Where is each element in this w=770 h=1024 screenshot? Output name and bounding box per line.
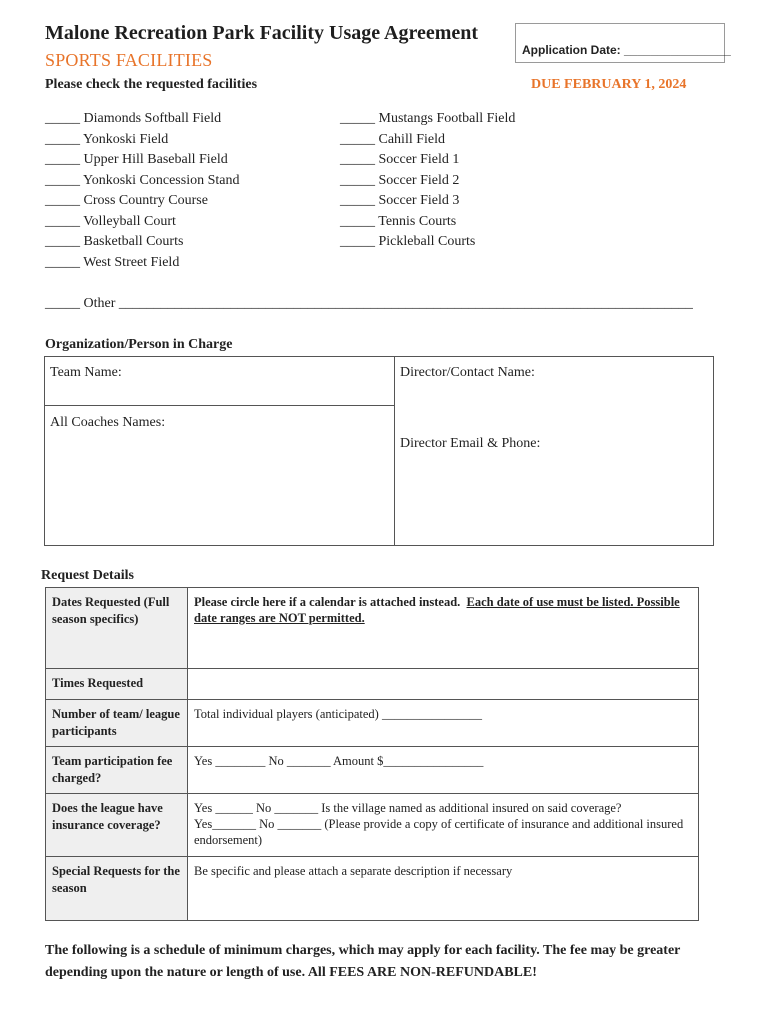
insurance-field[interactable]: [188, 794, 699, 857]
participants-field[interactable]: Total individual players (anticipated) ________________: [188, 700, 699, 747]
special-requests-field[interactable]: Be specific and please attach a separate description if necessary: [188, 857, 699, 921]
table-row: [46, 588, 699, 669]
table-row: [46, 857, 699, 921]
facility-item[interactable]: _____ Yonkoski Concession Stand: [45, 172, 240, 188]
facility-item[interactable]: _____ Basketball Courts: [45, 234, 184, 249]
table-row: [46, 747, 699, 794]
row-label: Team participation fee charged?: [46, 747, 188, 794]
facility-item[interactable]: _____ Pickleball Courts: [340, 234, 476, 249]
facility-item[interactable]: _____ Cahill Field: [340, 131, 445, 147]
director-email-phone-field[interactable]: Director Email & Phone:: [400, 436, 541, 451]
row-label: Number of team/ league participants: [46, 700, 188, 747]
facility-item[interactable]: _____ Mustangs Football Field: [340, 111, 516, 126]
facility-item[interactable]: _____ West Street Field: [45, 254, 180, 270]
other-facility-line[interactable]: _____ Other __________________________________________________________________________________: [45, 296, 693, 311]
page-subtitle: SPORTS FACILITIES: [45, 50, 213, 70]
facility-item[interactable]: _____ Upper Hill Baseball Field: [45, 152, 228, 167]
request-details-heading: Request Details: [41, 568, 134, 583]
request-details-table: [45, 587, 699, 921]
facility-item[interactable]: _____ Soccer Field 3: [340, 193, 460, 208]
date-list-warning: Each date of use must be listed. Possible date ranges are NOT permitted.: [194, 595, 680, 625]
facilities-heading: Please check the requested facilities: [45, 77, 258, 92]
facility-item[interactable]: _____ Volleyball Court: [45, 213, 176, 229]
facility-item[interactable]: _____ Yonkoski Field: [45, 131, 169, 147]
table-row: [46, 669, 699, 700]
organization-divider: [44, 405, 394, 406]
calendar-note: Please circle here if a calendar is attached instead.: [194, 595, 461, 609]
dates-requested-field[interactable]: [188, 588, 699, 669]
facility-item[interactable]: _____ Cross Country Course: [45, 193, 208, 208]
times-requested-field[interactable]: [188, 669, 699, 700]
row-label: Times Requested: [46, 669, 188, 700]
facility-item[interactable]: _____ Soccer Field 1: [340, 152, 460, 167]
organization-heading: Organization/Person in Charge: [45, 337, 233, 352]
insurance-line: Yes_______ No _______ (Please provide a copy of certificate of insurance and additional insured endorsement): [194, 817, 684, 847]
organization-box: [44, 356, 714, 546]
organization-divider: [394, 356, 395, 546]
facility-item[interactable]: _____ Diamonds Softball Field: [45, 111, 222, 126]
row-label: Dates Requested (Full season specifics): [46, 588, 188, 669]
row-label: Does the league have insurance coverage?: [46, 794, 188, 857]
table-row: [46, 700, 699, 747]
due-date: DUE FEBRUARY 1, 2024: [531, 77, 687, 92]
row-label: Special Requests for the season: [46, 857, 188, 921]
facilities-right-list: [340, 109, 515, 253]
facility-item[interactable]: _____ Tennis Courts: [340, 213, 457, 229]
participation-fee-field[interactable]: Yes ________ No _______ Amount $________________: [188, 747, 699, 794]
team-name-field[interactable]: Team Name:: [50, 365, 122, 380]
coaches-names-field[interactable]: All Coaches Names:: [50, 415, 166, 430]
application-date-label: Application Date: ________________: [522, 43, 731, 57]
director-contact-field[interactable]: Director/Contact Name:: [400, 365, 535, 380]
insurance-line: Yes ______ No _______ Is the village named as additional insured on said coverage?: [194, 801, 622, 815]
table-row: [46, 794, 699, 857]
facilities-left-list: [45, 109, 239, 273]
fee-schedule-note: The following is a schedule of minimum charges, which may apply for each facility. The fee may be greater depending upon the nature or length of use. All FEES ARE NON-REFUNDABLE!: [45, 943, 681, 980]
facility-item[interactable]: _____ Soccer Field 2: [340, 172, 460, 188]
page-title: Malone Recreation Park Facility Usage Agreement: [45, 22, 479, 44]
